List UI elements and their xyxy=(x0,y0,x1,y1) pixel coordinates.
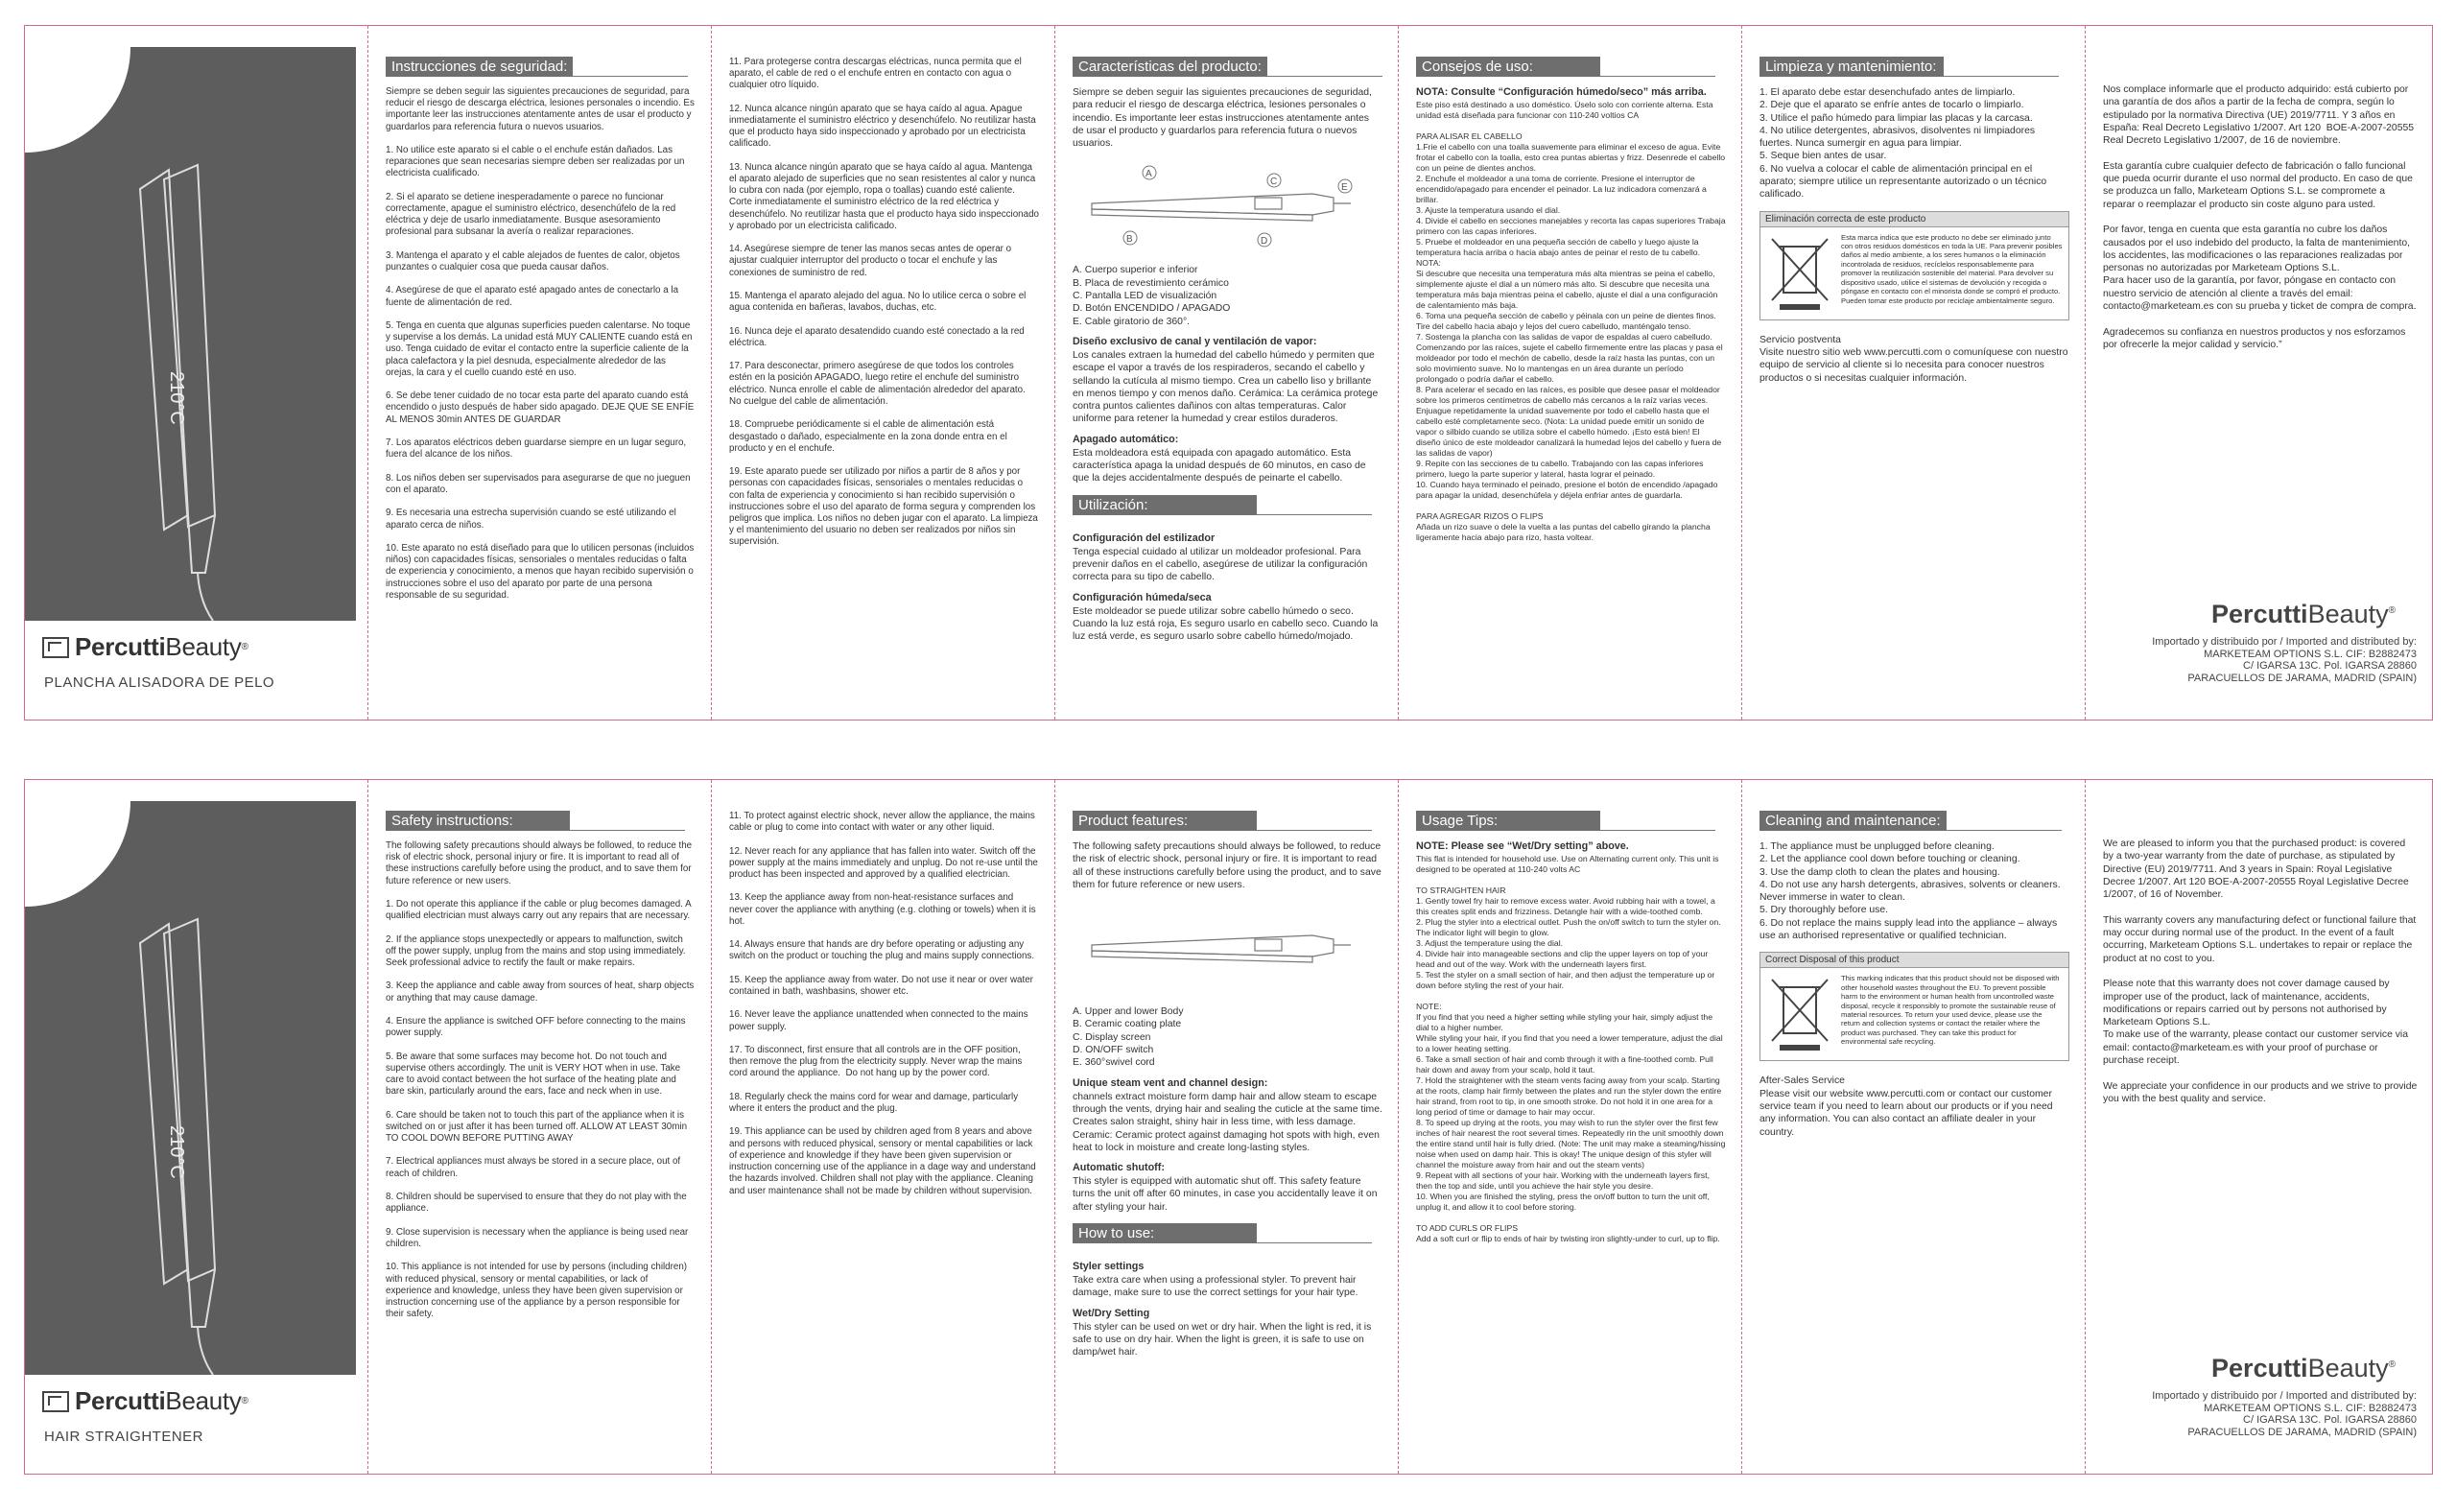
disposal-title: Eliminación correcta de este producto xyxy=(1760,212,2068,227)
subheading: Apagado automático: xyxy=(1073,433,1179,445)
straightener-illustration xyxy=(92,151,284,630)
use-text: This styler can be used on wet or dry hair. When the light is red, it is safe to use on dry hair. When the light is green, it is safe to use on damp/wet hair. xyxy=(1073,1321,1375,1358)
disposal-title: Correct Disposal of this product xyxy=(1760,953,2068,968)
section-title: Utilización: xyxy=(1073,495,1257,515)
crossed-bin-icon xyxy=(1766,233,1833,314)
auto-text: This styler is equipped with automatic shut off. This safety feature turns the unit off after 60 minutes, in case you accidentally leave it on after styling your hair. xyxy=(1073,1176,1381,1213)
subheading: Automatic shutoff: xyxy=(1073,1162,1165,1174)
auto-text: Esta moldeadora está equipada con apagado automático. Esta característica apaga la unidad después de 60 minutos, en caso de que la dejes accidentalmente después de peinarte el cabello. xyxy=(1073,447,1369,484)
importer-info: Importado y distribuido por / Imported and distributed by: MARKETEAM OPTIONS S.L. CIF: B2882473 C/ IGARSA 13C. Pol. IGARSA 28860 PARACUELLOS DE JARAMA, MADRID (SPAIN) xyxy=(2152,1390,2417,1438)
disposal-box xyxy=(1759,211,2069,320)
product-diagram xyxy=(1073,903,1360,991)
device-display: 210°C xyxy=(166,371,187,425)
features-panel xyxy=(1054,26,1398,720)
safety-text: The following safety precautions should always be followed, to reduce the risk of electric shock, personal injury or fire. It is important to read all of these instructions carefully before using the product, and to save them for future reference or new users. 1. Do not operate this appliance if the cable or plug becomes damaged. A qualified electrician must always carry out any repairs that are necessary. 2. If the appliance stops unexpectedly or appears to malfunction, switch off the power supply, unplug from the mains and stop using immediately. Seek professional advice to rectify the fault or make repairs. 3. Keep the appliance and cable away from sources of heat, sharp objects or anything that may cause damage. 4. Ensure the appliance is switched OFF before connecting to the mains power supply. 5. Be aware that some surfaces may become hot. Do not touch and supervise others accordingly. The unit is VERY HOT when in use. Take care to avoid contact between the hot surface of the heating plate and bare skin, particularly around the ears, face and neck when in use. 6. Care should be taken not to touch this part of the appliance when it is switched on or just after it has been turned off. ALLOW AT LEAST 30min TO COOL DOWN BEFORE PUTTING AWAY 7. Electrical appliances must always be stored in a secure place, out of reach of children. 8. Children should be supervised to ensure that they do not play with the appliance. 9. Close supervision is necessary when the appliance is being used near children. 10. This appliance is not intended for use by persons (including children) with reduced physical, sensory or mental capabilities, or lack of experience and knowledge, unless they have been given supervision or instruction concerning use of the appliance by a person responsible for their safety. xyxy=(386,840,695,1320)
safety-panel-1 xyxy=(367,780,711,1474)
tips-note: NOTE: Please see “Wet/Dry setting” above. xyxy=(1416,840,1629,852)
product-name: PLANCHA ALISADORA DE PELO xyxy=(44,674,275,691)
product-name: HAIR STRAIGHTENER xyxy=(44,1429,204,1445)
features-panel xyxy=(1054,780,1398,1474)
section-title: Cleaning and maintenance: xyxy=(1759,811,1947,831)
tips-panel xyxy=(1398,780,1741,1474)
use-text: Este moldeador se puede utilizar sobre cabello húmedo o seco. Cuando la luz está roja, Es seguro usarlo en cabello seco. Cuando la luz está verde, es seguro usarlo sobre cabello húmedo/mojado. xyxy=(1073,605,1382,643)
importer-info: Importado y distribuido por / Imported and distributed by: MARKETEAM OPTIONS S.L. CIF: B2882473 C/ IGARSA 13C. Pol. IGARSA 28860 PARACUELLOS DE JARAMA, MADRID (SPAIN) xyxy=(2152,636,2417,684)
cover-panel xyxy=(25,780,367,1474)
cleaning-text: 1. El aparato debe estar desenchufado antes de limpiarlo. 2. Deje que el aparato se enfríe antes de tocarlo o limpiarlo. 3. Utilice el paño húmedo para limpiar las placas y la carcasa. 4. No utilice detergentes, abrasivos, disolventes ni limpiadores fuertes. Nunca sumergir en agua para limpiar. 5. Seque bien antes de usar. 6. No vuelva a colocar el cable de alimentación principal en el aparato; siempre utilice un representante autorizado o un técnico calificado. xyxy=(1759,87,2047,201)
svg-text:E: E xyxy=(1341,182,1348,194)
svg-text:B: B xyxy=(1126,234,1133,246)
safety-panel-2 xyxy=(711,26,1054,720)
brand-logo: PercuttiBeauty® xyxy=(2211,600,2396,628)
straightener-illustration xyxy=(92,905,284,1384)
section-title: Safety instructions: xyxy=(386,811,570,831)
safety-panel-1 xyxy=(367,26,711,720)
use-text: Take extra care when using a professional styler. To prevent hair damage, make sure to use the correct settings for your hair type. xyxy=(1073,1275,1359,1299)
parts-list: A. Upper and lower Body B. Ceramic coating plate C. Display screen D. ON/OFF switch E. 360°swivel cord xyxy=(1073,1006,1184,1069)
brand-mark-icon xyxy=(42,637,69,658)
use-text: Tenga especial cuidado al utilizar un moldeador profesional. Para prevenir daños en el cabello, asegúrese de utilizar la configuración correcta para su tipo de cabello. xyxy=(1073,546,1371,583)
safety-text: Siempre se deben seguir las siguientes precauciones de seguridad, para reducir el riesgo de descarga eléctrica, lesiones personales o incendio. Es importante leer las instrucciones atentamente antes de usar el producto y guardarlos para referencia futura o nuevos usuarios. 1. No utilice este aparato si el cable o el enchufe están dañados. Las reparaciones que sean necesarias siempre deben ser realizadas por un electricista cualificado. 2. Si el aparato se detiene inesperadamente o parece no funcionar correctamente, apague el suministro eléctrico, desenchúfelo de la red eléctrica y deje de usarlo inmediatamente. Busque asesoramiento profesional para subsanar la avería o realizar reparaciones. 3. Mantenga el aparato y el cable alejados de fuentes de calor, objetos punzantes o cualquier cosa que pueda causar daños. 4. Asegúrese de que el aparato esté apagado antes de conectarlo a la fuente de alimentación de red. 5. Tenga en cuenta que algunas superficies pueden calentarse. No toque y supervise a los demás. La unidad está MUY CALIENTE cuando está en uso. Tenga cuidado de evitar el contacto entre la superficie caliente de la placa calefactora y la piel desnuda, especialmente alrededor de las orejas, la cara y el cuello cuando esté en uso. 6. Se debe tener cuidado de no tocar esta parte del aparato cuando está encendido o justo después de haber sido apagado. DEJE QUE SE ENFÍE AL MENOS 30min ANTES DE GUARDAR 7. Los aparatos eléctricos deben guardarse siempre en un lugar seguro, fuera del alcance de los niños. 8. Los niños deben ser supervisados para asegurarse de que no jueguen con el aparato. 9. Es necesaria una estrecha supervisión cuando se esté utilizando el aparato cerca de niños. 10. Este aparato no está diseñado para que lo utilicen personas (incluidos niños) con capacidades físicas, sensoriales o mentales reducidas o falta de experiencia y conocimiento, a menos que hayan recibido supervisión o instrucciones sobre el uso del aparato por parte de una persona responsable de su seguridad. xyxy=(386,86,695,601)
features-intro: The following safety precautions should always be followed, to reduce the risk of electric shock, personal injury or fire. It is important to read all of these instructions carefully before using the product, and to save them for future reference or new users. xyxy=(1073,841,1384,890)
parts-list: A. Cuerpo superior e inferior B. Placa de revestimiento cerámico C. Pantalla LED de visualización D. Botón ENCENDIDO / APAGADO E. Cable giratorio de 360°. xyxy=(1073,265,1231,327)
section-title: Usage Tips: xyxy=(1416,811,1600,831)
section-title: Instrucciones de seguridad: xyxy=(386,57,573,77)
section-title: Consejos de uso: xyxy=(1416,57,1600,77)
tips-note: NOTA: Consulte “Configuración húmedo/seco” más arriba. xyxy=(1416,86,1707,98)
after-sales-text: After-Sales Service Please visit our website www.percutti.com or contact our customer service team if you need to learn about our products or if you need any information. You can also contact an affiliate dealer in your country. xyxy=(1759,1075,2053,1138)
tips-text: Este piso está destinado a uso doméstico. Úselo solo con corriente alterna. Esta unidad está diseñada para funcionar con 110-240 voltios CA PARA ALISAR EL CABELLO 1.Frie el cabello con una toalla suavemente para eliminar el exceso de agua. Evite frotar el cabello con la toalla, esto crea puntas abiertas y frizz. Desenrede el cabello con un peine de dientes anchos. 2. Enchufe el moldeador a una toma de corriente. Presione el interruptor de encendido/apagado para encender el peinador. La luz indicadora comenzará a brillar. 3. Ajuste la temperatura usando el dial. 4. Divide el cabello en secciones manejables y recorta las capas superiores Trabaja primero con las capas inferiores. 5. Pruebe el moldeador en una pequeña sección de cabello y luego ajuste la temperatura hacia arriba o hacia abajo antes de peinar el resto de tu cabello. NOTA: Si descubre que necesita una temperatura más alta mientras se peina el cabello, simplemente ajuste el dial a un número más alto. Si descubre que necesita una temperatura más baja mientras peina el cabello, ajuste el dial a una configuración de calentamiento más baja. 6. Toma una pequeña sección de cabello y péinala con un peine de dientes finos. Tire del cabello hacia abajo y lejos del cuero cabelludo, manténgalo tenso. 7. Sostenga la plancha con las salidas de vapor de espaldas al cuero cabelludo. Comenzando por las raíces, sujete el cabello firmemente entre las placas y pasa el moldeador por todo el mechón de cabello, desde la raíz hasta las puntas, con un solo movimiento suave. No lo mantengas en un área durante un período prolongado o podría dañar el cabello. 8. Para acelerar el secado en las raíces, es posible que desee pasar el moldeador sobre los primeros centímetros de cabello más cercanos a la raíz varias veces. Enjuague repetidamente la unidad suavemente por todo el cabello hasta que el cabello esté completamente seco. (Nota: La unidad puede emitir un sonido de vapor o silbido cuando se utiliza sobre el cabello húmedo. ¡Esto está bien! El diseño único de este moldeador canalizará la humedad lejos del cabello y fuera de las salidas de vapor) 9. Repite con las secciones de tu cabello. Trabajando con las capas inferiores primero, luego la parte superior y lateral, hasta lograr el peinado. 10. Cuando haya terminado el peinado, presione el botón de encendido /apagado para apagar la unidad, desenchúfela y déjela enfriar antes de guardarla. PARA AGREGAR RIZOS O FLIPS Añada un rizo suave o dele la vuelta a las puntas del cabello girando la plancha ligeramente hacia abajo para rizo, hasta voltear. xyxy=(1416,100,1726,542)
brand-logo: PercuttiBeauty® xyxy=(2211,1354,2396,1382)
tips-panel xyxy=(1398,26,1741,720)
brand-logo: Percutti Beauty ® xyxy=(42,632,248,662)
spanish-sheet xyxy=(24,25,2433,721)
brand-mark-icon xyxy=(42,1391,69,1412)
section-title: Limpieza y mantenimiento: xyxy=(1759,57,1944,77)
disposal-text: Esta marca indica que este producto no debe ser eliminado junto con otros residuos domésticos en toda la UE. Para prevenir posibles daños al medio ambiente, a los seres humanos o la eliminación incontrolada de residuos, recíclelos responsablemente para promover la reutilización sostenible del material. Para devolver su dispositivo usado, utilice el sistemas de devolución y recogida o póngase en contacto con el minorista donde se compró el producto. Pueden tomar este producto por reciclaje ambientalmente seguro. xyxy=(1841,232,2063,305)
cover-panel xyxy=(25,26,367,720)
svg-text:C: C xyxy=(1270,177,1278,188)
vent-text: Los canales extraen la humedad del cabello húmedo y permiten que escape el vapor a través de los respiraderos, secando el cabello y sellando la cutícula al mismo tiempo. Crea un cabello liso y brillante en menos tiempo y con menos daño. Cerámica: La cerámica protege contra puntos calientes dañinos con altas temperaturas. Calor uniforme para retener la humedad y crear estilos duraderos. xyxy=(1073,349,1382,425)
section-title: How to use: xyxy=(1073,1223,1257,1243)
subheading: Configuración húmeda/seca xyxy=(1073,591,1212,603)
warranty-panel xyxy=(2085,26,2434,720)
brand-logo: Percutti Beauty ® xyxy=(42,1386,248,1416)
vent-text: channels extract moisture form damp hair and allow steam to escape through the vents, drying hair and sealing the cuticle at the same time. Creates salon straight, shiny hair in less time, with less damage. Ceramic: Ceramic protect against damaging hot spots with high, even heat to lock in moisture and create long-lasting styles. xyxy=(1073,1091,1385,1153)
subheading: Diseño exclusivo de canal y ventilación de vapor: xyxy=(1073,335,1317,347)
section-title: Características del producto: xyxy=(1073,57,1267,77)
safety-text: 11. To protect against electric shock, never allow the appliance, the mains cable or plug to come into contact with water or any other liquid. 12. Never reach for any appliance that has fallen into water. Switch off the power supply at the mains immediately and unplug. Do not re-use until the product has been inspected and approved by a qualified electrician. 13. Keep the appliance away from non-heat-resistance surfaces and never cover the appliance with anything (e.g. clothing or towels) when it is hot. 14. Always ensure that hands are dry before operating or adjusting any switch on the product or touching the plug and mains supply connections. 15. Keep the appliance away from water. Do not use it near or over water contained in bath, washbasins, shower etc. 16. Never leave the appliance unattended when connected to the mains power supply. 17. To disconnect, first ensure that all controls are in the OFF position, then remove the plug from the electricity supply. Never wrap the mains cord around the appliance. Do not hang up by the power cord. 18. Regularly check the mains cord for wear and damage, particularly where it enters the product and the plug. 19. This appliance can be used by children aged from 8 years and above and persons with reduced physical, sensory or mental capabilities or lack of experience and knowledge if they have been given supervision or instruction concerning use of the appliance in a dage way and understand the hazards involved. Children shall not play with the appliance. Cleaning and user maintenance shall not be made by children without supervision. xyxy=(729,811,1038,1196)
subheading: Styler settings xyxy=(1073,1261,1145,1273)
tips-text: This flat is intended for household use. Use on Alternating current only. This unit is designed to be operated at 110-240 volts AC TO STRAIGHTEN HAIR 1. Gently towel fry hair to remove excess water. Avoid rubbing hair with a towel, a this creates split ends and frizziness. Detangle hair with a wide-toothed comb. 2. Plug the styler into a electrical outlet. Push the on/off switch to turn the styler on. The indicator light will begin to glow. 3. Adjust the temperature using the dial. 4. Divide hair into manageable sections and clip the upper layers on top of your head and out of the way. Work with the underneath layers first. 5. Test the styler on a small section of hair, and then adjust the temperature up or down before styling the rest of your hair. NOTE: If you find that you need a higher setting while styling your hair, simply adjust the dial to a higher number. While styling your hair, if you find that you need a lower temperature, adjust the dial to a lower heating setting. 6. Take a small section of hair and comb through it with a fine-toothed comb. Pull hair down and away from your scalp, hold it taut. 7. Hold the straightener with the steam vents facing away from your scalp. Starting at the roots, clamp hair firmly between the plates and run the styler down the entire hair strand, from root to tip, in one smooth stroke. Do not hold it in one area for a long period of time or damage to hair may occur. 8. To speed up drying at the roots, you may wish to run the styler over the first few inches of hair nearest the root several times. Repeatedly rin the unit smoothly down the entire stand until hair is fully dried. (Note: The unit may make a steaming/hissing noise when used on damp hair. This is okay! The unique design of this styler will channel the moisture away from hair and out the steam vents) 9. Repeat with all sections of your hair. Working with the underneath layers first, then the top and side, until you achieve the hair style you desire. 10. When you are finished the styling, press the on/off button to turn the unit off, unplug it, and allow it to cool before storing. TO ADD CURLS OR FLIPS Add a soft curl or flip to ends of hair by twisting iron slightly-under to curl, up to flip. xyxy=(1416,854,1726,1243)
svg-text:D: D xyxy=(1261,236,1268,248)
cleaning-text: 1. The appliance must be unplugged before cleaning. 2. Let the appliance cool down before touching or cleaning. 3. Use the damp cloth to clean the plates and housing. 4. Do not use any harsh detergents, abrasives, solvents or cleaners. Never immerse in water to clean. 5. Dry thoroughly before use. 6. Do not replace the mains supply lead into the appliance – always use an authorised representative or qualified technician. xyxy=(1759,841,2061,942)
warranty-panel xyxy=(2085,780,2434,1474)
safety-text: 11. Para protegerse contra descargas eléctricas, nunca permita que el aparato, el cable de red o el enchufe entren en contacto con agua o cualquier otro líquido. 12. Nunca alcance ningún aparato que se haya caído al agua. Apague inmediatamente el suministro eléctrico y desenchúfelo. No reutilizar hasta que el producto haya sido inspeccionado y aprobado por un electricista calificado. 13. Nunca alcance ningún aparato que se haya caído al agua. Mantenga el aparato alejado de superficies que no sean resistentes al calor y nunca lo cubra con nada (por ejemplo, ropa o toallas) cuando esté caliente. Corte inmediatamente el suministro eléctrico de la red eléctrica y desenchúfelo. No reutilizar hasta que el producto haya sido inspeccionado y aprobado por un electricista calificado. 14. Asegúrese siempre de tener las manos secas antes de operar o ajustar cualquier interruptor del producto o tocar el enchufe y las conexiones de suministro de red. 15. Mantenga el aparato alejado del agua. No lo utilice cerca o sobre el agua contenida en bañeras, lavabos, duchas, etc. 16. Nunca deje el aparato desatendido cuando esté conectado a la red eléctrica. 17. Para desconectar, primero asegúrese de que todos los controles estén en la posición APAGADO, luego retire el enchufe del suministro eléctrico. Nunca enrolle el cable de alimentación alrededor del aparato. No cuelgue del cable de alimentación. 18. Compruebe periódicamente si el cable de alimentación está desgastado o dañado, especialmente en la zona donde entra en el producto y en el enchufe. 19. Este aparato puede ser utilizado por niños a partir de 8 años y por personas con capacidades físicas, sensoriales o mentales reducidas o con falta de experiencia y conocimiento si han recibido supervisión o instrucciones sobre el uso del aparato de forma segura y comprenden los peligros que implica. Los niños no deben jugar con el aparato. La limpieza y el mantenimiento del usuario no deben ser realizados por niños sin supervisión. xyxy=(729,57,1039,548)
svg-text:A: A xyxy=(1145,169,1152,180)
safety-panel-2 xyxy=(711,780,1054,1474)
device-display: 210°C xyxy=(166,1125,187,1179)
warranty-text: We are pleased to inform you that the purchased product: is covered by a two-year warranty from the date of purchase, as stipulated by Directive (EU) 2019/7711. And 3 years in Spain: Royal Legislative Decree 1/2007. Art 120 BOE-A-2007-20555 Royal Legislative Decree 1/2007, of 16 of November. This warranty covers any manufacturing defect or functional failure that may occur during normal use of the product. In the event of a fault occurring, Marketeam Options S.L. undertakes to repair or replace the product at no cost to you. Please note that this warranty does not cover damage caused by improper use of the product, lack of maintenance, accidents, modifications or repairs carried out by persons not authorised by Marketeam Options S.L. To make use of the warranty, please contact our customer service via email: contacto@marketeam.es with your proof of purchase or purchase receipt. We appreciate your confidence in our products and we strive to provide you with the best quality and service. xyxy=(2103,839,2418,1104)
cleaning-panel xyxy=(1741,780,2085,1474)
after-sales-text: Servicio postventa Visite nuestro sitio web www.percutti.com o comuníquese con nuestro equipo de servicio al cliente si lo necesita para conocer nuestros productos o si necesitas cualquier información. xyxy=(1759,334,2068,384)
subheading: Unique steam vent and channel design: xyxy=(1073,1076,1268,1089)
disposal-text: This marking indicates that this product should not be disposed with other household wastes throughout the EU. To prevent possible harm to the environment or human health from uncontrolled waste disposal, recycle it responsibly to promote the sustainable reuse of material resources. To return your used device, please use the return and collection systems or contact the retailer where the product was purchased. They can take this product for environmental safe recycling. xyxy=(1841,974,2060,1047)
disposal-box xyxy=(1759,952,2069,1061)
crossed-bin-icon xyxy=(1766,974,1833,1054)
subheading: Configuración del estilizador xyxy=(1073,532,1216,544)
features-intro: Siempre se deben seguir las siguientes precauciones de seguridad, para reducir el riesgo de descarga eléctrica, lesiones personales o incendio. Es importante leer estas instrucciones atentamente antes de usar el producto y guardarlos para referencia futura o nuevos usuarios. xyxy=(1073,87,1375,150)
warranty-text: Nos complace informarle que el producto adquirido: está cubierto por una garantía de dos años a partir de la fecha de compra, según lo estipulado por la normativa Directiva (UE) 2019/7711. Y 3 años en España: Real Decreto Legislativo 1/2007. Art 120 BOE-A-2007-20555 Real Decreto Legislativo 1/2007, de 16 de noviembre. Esta garantía cubre cualquier defecto de fabricación o fallo funcional que pueda ocurrir durante el uso normal del producto. En caso de que se produzca un fallo, Marketeam Options S.L. se compromete a reparar o reemplazar el producto sin coste alguno para usted. Por favor, tenga en cuenta que esta garantía no cubre los daños causados por el uso indebido del producto, la falta de mantenimiento, los accidentes, las modificaciones o las reparaciones realizadas por personas no autorizadas por Marketeam Options S.L. Para hacer uso de la garantía, por favor, póngase en contacto con nuestro servicio de atención al cliente a través del email: contacto@marketeam.es con su prueba y ticket de compra de compra. Agradecemos su confianza en nuestros productos y nos esforzamos por ofrecerle la mejor calidad y servicio.” xyxy=(2103,84,2417,350)
english-sheet xyxy=(24,779,2433,1475)
cleaning-panel xyxy=(1741,26,2085,720)
product-diagram xyxy=(1073,161,1360,249)
section-title: Product features: xyxy=(1073,811,1257,831)
subheading: Wet/Dry Setting xyxy=(1073,1307,1150,1319)
